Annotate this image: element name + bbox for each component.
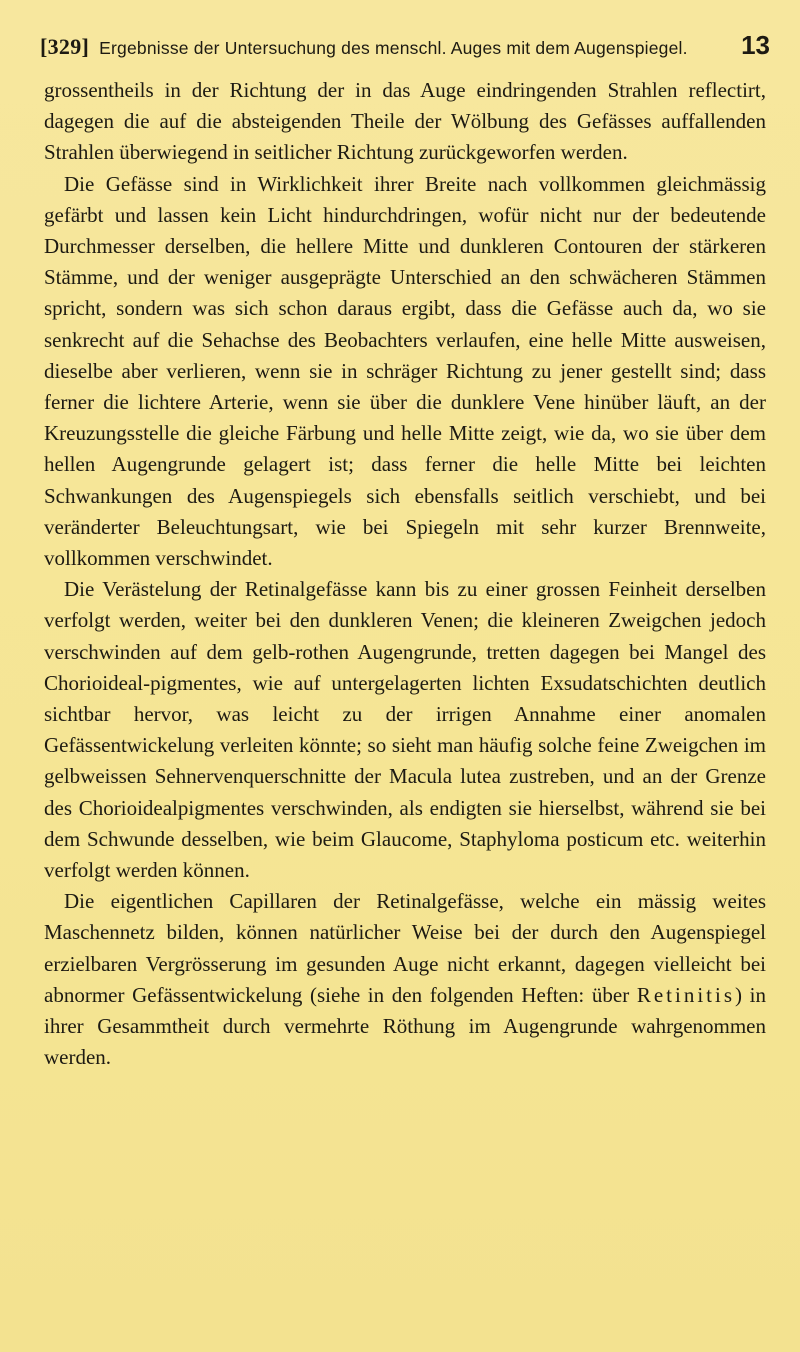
page-reference: [329] <box>40 34 90 59</box>
paragraph-4-text-before: Die eigentlichen Capillaren der Retinalgefässe, welche ein mässig weites Maschennetz bilden, können natürlicher Weise bei der durch den Augenspiegel erzielbaren Vergrösserung im gesunden Auge nicht erkannt, dagegen vielleicht bei abnormer Gefässentwickelung (siehe in den folgenden Heften: über <box>44 889 766 1007</box>
paragraph-2: Die Gefässe sind in Wirklichkeit ihrer Breite nach vollkommen gleichmässig gefärbt und lassen kein Licht hindurchdringen, wofür nicht nur der bedeutende Durchmesser derselben, die hellere Mitte und dunkleren Contouren der stärkeren Stämme, und der weniger ausgeprägte Unterschied an den schwächeren Stämmen spricht, sondern was sich schon daraus ergibt, dass die Gefässe auch da, wo sie senkrecht auf die Sehachse des Beobachters verlaufen, eine helle Mitte ausweisen, dieselbe aber verlieren, wenn sie in schräger Richtung zu jener gestellt sind; dass ferner die lichtere Arterie, wenn sie über die dunklere Vene hinüber läuft, an der Kreuzungsstelle die gleiche Färbung und helle Mitte zeigt, wie da, wo sie über dem hellen Augengrunde gelagert ist; dass ferner die helle Mitte bei leichten Schwankungen des Augenspiegels sich ebensfalls seitlich verschiebt, und bei veränderter Beleuchtungsart, wie bei Spiegeln mit sehr kurzer Brennweite, vollkommen verschwindet. <box>44 171 766 571</box>
paragraph-1: grossentheils in der Richtung der in das Auge eindringenden Strahlen reflectirt, dagegen die auf die absteigenden Theile der Wölbung des Gefässes auffallenden Strahlen überwiegend in seitlicher Richtung zurückgeworfen werden. <box>44 78 766 165</box>
running-title: Ergebnisse der Untersuchung des menschl. Auges mit dem Augenspiegel. <box>99 38 688 58</box>
paragraph-4 <box>44 886 766 1073</box>
page-number: 13 <box>741 30 770 60</box>
paragraph-3: Die Verästelung der Retinalgefässe kann bis zu einer grossen Feinheit derselben verfolgt werden, weiter bei den dunkleren Venen; die kleineren Zweigchen jedoch verschwinden auf dem gelb-rothen Augengrunde, tretten dagegen bei Mangel des Chorioideal-pigmentes, wie auf untergelagerten lichten Exsudatschichten deutlich sichtbar hervor, was leicht zu der irrigen Annahme einer anomalen Gefässentwickelung verleiten könnte; so sieht man häufig solche feine Zweigchen im gelbweissen Sehnervenquerschnitte der Macula lutea zustreben, und an der Grenze des Chorioidealpigmentes verschwinden, als endigten sie hierselbst, während sie bei dem Schwunde desselben, wie beim Glaucome, Staphyloma posticum etc. weiterhin verfolgt werden können. <box>44 577 766 883</box>
body-text <box>44 75 766 1074</box>
paragraph-4-text-after: ) in ihrer Gesammtheit durch vermehrte Röthung im Augengrunde wahrgenommen werden. <box>44 982 766 1070</box>
emphasis-retinitis: Retinitis <box>636 982 736 1007</box>
running-header <box>40 30 770 64</box>
